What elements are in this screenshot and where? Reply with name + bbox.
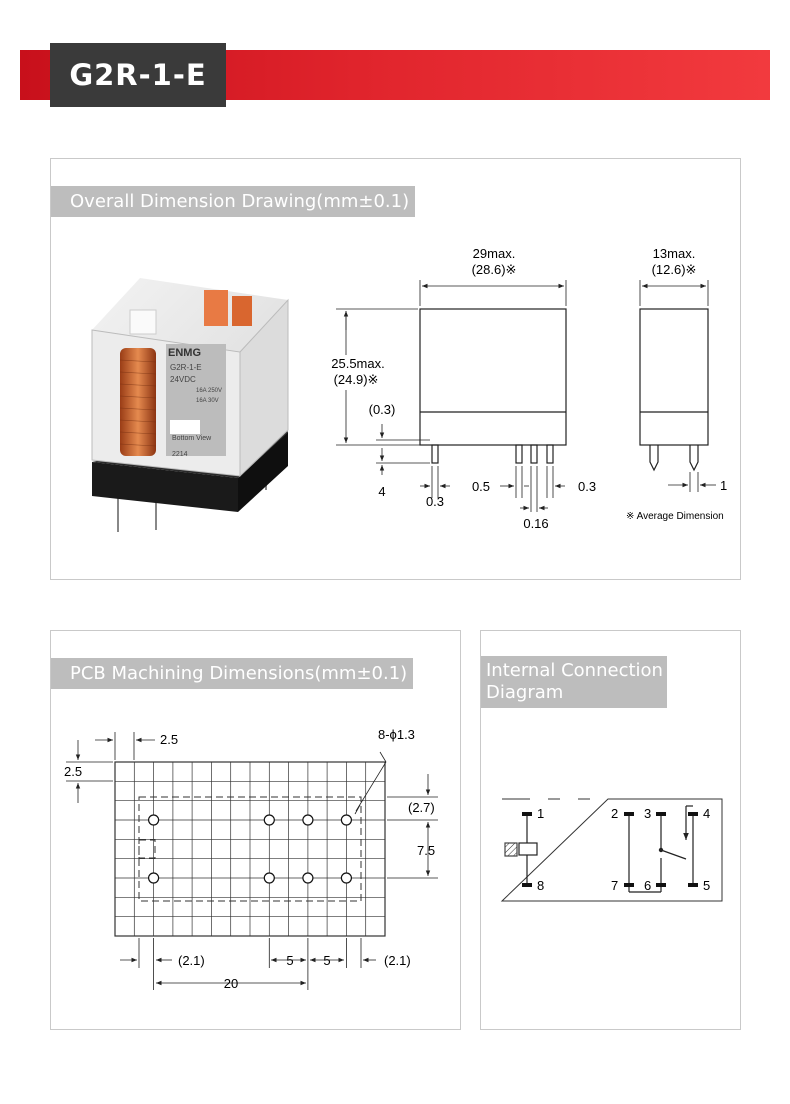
page-title: G2R-1-E — [50, 43, 226, 107]
side-view — [640, 309, 708, 470]
relay-view-text: Bottom View — [172, 435, 212, 442]
pcb-pitch1-label: 5 — [286, 953, 294, 968]
side-dimensions — [640, 280, 716, 492]
relay-model-text: G2R-1-E — [170, 363, 202, 372]
average-note: ※ Average Dimension — [626, 511, 724, 522]
height-max-label: 25.5max. — [331, 356, 385, 371]
dimension-panel-tag: Overall Dimension Drawing(mm±0.1) — [51, 186, 415, 217]
pin-width1-label: 0.3 — [425, 494, 445, 509]
connection-diagram — [480, 780, 740, 920]
pcb-dimensions — [66, 732, 438, 990]
pcb-bottom-right-label: (2.1) — [384, 953, 411, 968]
pcb-drawing — [0, 600, 470, 1020]
pin-5-label: 5 — [703, 878, 711, 893]
pin-length-label: 4 — [378, 484, 386, 499]
pcb-left-offset-label: 2.5 — [64, 764, 83, 779]
pcb-row-gap-label: 7.5 — [417, 843, 436, 858]
connection-pins — [522, 812, 698, 887]
connection-tag-line1: Internal Connection — [486, 660, 663, 681]
height-avg-label: (24.9)※ — [333, 372, 379, 387]
pcb-bottom-left-label: (2.1) — [178, 953, 205, 968]
relay-date-text: 2214 — [172, 451, 188, 458]
connection-wiring — [505, 806, 693, 892]
depth-avg-label: (12.6)※ — [651, 262, 697, 277]
gap-label: (0.3) — [368, 402, 396, 417]
pcb-panel-tag: PCB Machining Dimensions(mm±0.1) — [51, 658, 413, 689]
relay-rating2-text: 16A 30V — [196, 398, 219, 404]
pin-thickness-label: 0.16 — [523, 516, 549, 531]
connection-panel-tag — [481, 656, 667, 708]
pcb-total-label: 20 — [223, 976, 239, 991]
relay-coil-text: 24VDC — [170, 375, 196, 384]
pin-gap-label: 0.5 — [471, 479, 491, 494]
pin-3-label: 3 — [644, 806, 652, 821]
relay-photo — [92, 278, 288, 532]
width-avg-label: (28.6)※ — [471, 262, 517, 277]
relay-rating1-text: 16A 250V — [196, 388, 223, 394]
pcb-top-offset-label: 2.5 — [160, 732, 179, 747]
depth-max-label: 13max. — [652, 246, 696, 261]
pin-7-label: 7 — [611, 878, 619, 893]
pin-4-label: 4 — [703, 806, 711, 821]
pcb-holes-label: 8-ϕ1.3 — [378, 727, 415, 742]
front-dimensions — [333, 280, 566, 512]
pin-6-label: 6 — [644, 878, 652, 893]
pin-8-label: 8 — [537, 878, 545, 893]
pin-2-label: 2 — [611, 806, 619, 821]
pcb-pitch2-label: 5 — [323, 953, 331, 968]
pcb-offset-y-label: (2.7) — [408, 800, 435, 815]
width-max-label: 29max. — [472, 246, 516, 261]
pin-1-label: 1 — [537, 806, 545, 821]
connection-tag-line2: Diagram — [486, 682, 564, 703]
side-pin-label: 1 — [720, 478, 728, 493]
relay-brand-text: ENMG — [168, 347, 201, 359]
front-view — [420, 309, 566, 463]
pin-width2-label: 0.3 — [578, 479, 597, 494]
